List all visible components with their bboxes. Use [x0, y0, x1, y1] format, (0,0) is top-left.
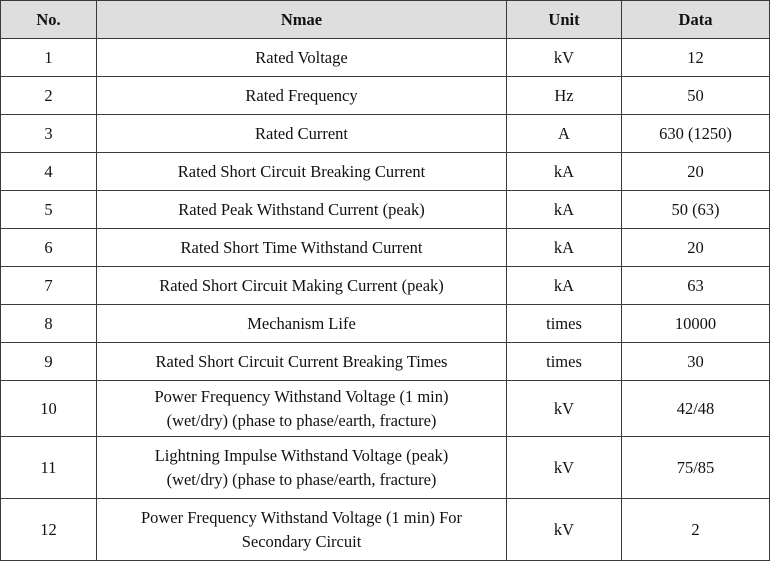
cell-data: 10000 — [622, 305, 770, 343]
cell-unit: kA — [507, 153, 622, 191]
cell-name: Rated Voltage — [97, 39, 507, 77]
cell-name: Rated Peak Withstand Current (peak) — [97, 191, 507, 229]
cell-unit: kA — [507, 229, 622, 267]
cell-unit: kV — [507, 39, 622, 77]
cell-name — [97, 499, 507, 561]
cell-unit: times — [507, 305, 622, 343]
cell-data: 20 — [622, 229, 770, 267]
cell-unit: kV — [507, 437, 622, 499]
header-name: Nmae — [97, 1, 507, 39]
header-unit: Unit — [507, 1, 622, 39]
cell-no: 4 — [1, 153, 97, 191]
cell-data: 42/48 — [622, 381, 770, 437]
cell-name: Rated Current — [97, 115, 507, 153]
table-row — [1, 229, 770, 267]
cell-name: Rated Short Circuit Breaking Current — [97, 153, 507, 191]
cell-name-line2: (wet/dry) (phase to phase/earth, fracture) — [166, 469, 437, 489]
table-row — [1, 437, 770, 499]
cell-name: Mechanism Life — [97, 305, 507, 343]
cell-name-line1: Power Frequency Withstand Voltage (1 min) — [154, 386, 449, 406]
cell-data: 30 — [622, 343, 770, 381]
cell-name-line2: Secondary Circuit — [241, 531, 362, 551]
cell-no: 10 — [1, 381, 97, 437]
table-row — [1, 115, 770, 153]
cell-no: 12 — [1, 499, 97, 561]
cell-data: 50 — [622, 77, 770, 115]
table-row — [1, 77, 770, 115]
cell-data: 63 — [622, 267, 770, 305]
cell-no: 6 — [1, 229, 97, 267]
cell-data: 2 — [622, 499, 770, 561]
cell-unit: kV — [507, 499, 622, 561]
table-row — [1, 305, 770, 343]
cell-unit: kA — [507, 191, 622, 229]
cell-no: 5 — [1, 191, 97, 229]
table-row — [1, 39, 770, 77]
cell-data: 75/85 — [622, 437, 770, 499]
cell-name: Rated Short Circuit Making Current (peak) — [97, 267, 507, 305]
cell-no: 2 — [1, 77, 97, 115]
cell-no: 11 — [1, 437, 97, 499]
cell-no: 1 — [1, 39, 97, 77]
cell-name: Rated Short Circuit Current Breaking Times — [97, 343, 507, 381]
cell-data: 20 — [622, 153, 770, 191]
table-row — [1, 267, 770, 305]
cell-unit: kA — [507, 267, 622, 305]
header-no: No. — [1, 1, 97, 39]
header-data: Data — [622, 1, 770, 39]
header-row — [1, 1, 770, 39]
table-row — [1, 153, 770, 191]
table-row — [1, 191, 770, 229]
table-header — [1, 1, 770, 39]
cell-data: 630 (1250) — [622, 115, 770, 153]
cell-no: 7 — [1, 267, 97, 305]
table-row — [1, 343, 770, 381]
cell-name-line1: Power Frequency Withstand Voltage (1 min) For — [140, 507, 463, 527]
table-body — [1, 39, 770, 561]
cell-name: Rated Frequency — [97, 77, 507, 115]
cell-no: 9 — [1, 343, 97, 381]
table-row — [1, 499, 770, 561]
cell-unit: Hz — [507, 77, 622, 115]
cell-name — [97, 437, 507, 499]
cell-name-line1: Lightning Impulse Withstand Voltage (peak) — [154, 445, 449, 465]
cell-unit: times — [507, 343, 622, 381]
cell-unit: kV — [507, 381, 622, 437]
cell-data: 50 (63) — [622, 191, 770, 229]
cell-data: 12 — [622, 39, 770, 77]
cell-name-line2: (wet/dry) (phase to phase/earth, fracture) — [166, 410, 437, 430]
cell-name: Rated Short Time Withstand Current — [97, 229, 507, 267]
cell-no: 8 — [1, 305, 97, 343]
table-row — [1, 381, 770, 437]
cell-unit: A — [507, 115, 622, 153]
cell-no: 3 — [1, 115, 97, 153]
cell-name — [97, 381, 507, 437]
